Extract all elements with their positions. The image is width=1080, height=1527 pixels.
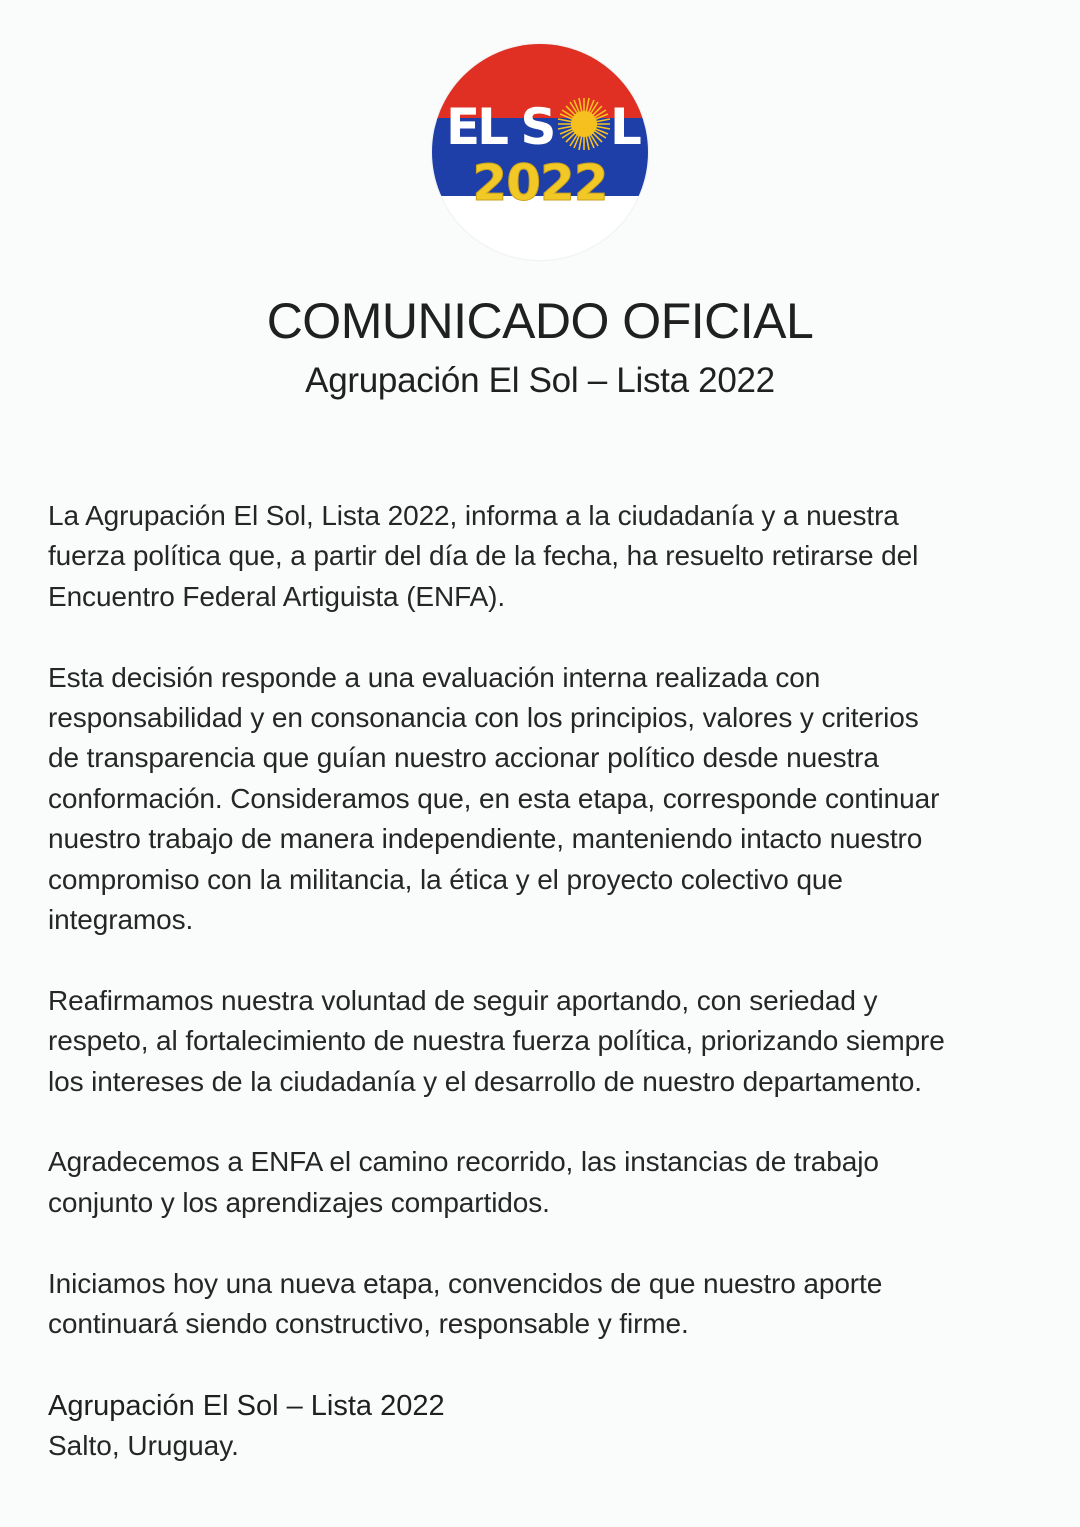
text-line: conjunto y los aprendizajes compartidos.: [48, 1186, 550, 1218]
paragraph-withdrawal: [48, 496, 1038, 617]
text-line: Reafirmamos nuestra voluntad de seguir aportando, con seriedad y: [48, 984, 878, 1016]
page-title: COMUNICADO OFICIAL: [266, 293, 814, 349]
text-line: conformación. Consideramos que, en esta etapa, corresponde continuar: [48, 782, 940, 814]
text-line: Esta decisión responde a una evaluación interna realizada con: [48, 661, 821, 693]
paragraph-rationale: [48, 658, 1038, 941]
text-line: La Agrupación El Sol, Lista 2022, informa a la ciudadanía y a nuestra: [48, 500, 899, 531]
signature-location: Salto, Uruguay.: [48, 1430, 239, 1461]
paragraph-new-stage: [48, 1264, 1038, 1345]
signature-block: [48, 1386, 445, 1466]
el-sol-2022-logo: [432, 44, 648, 260]
text-line: continuará siendo constructivo, responsable y firme.: [48, 1308, 689, 1340]
text-line: nuestro trabajo de manera independiente, manteniendo intacto nuestro: [48, 823, 923, 855]
text-line: de transparencia que guían nuestro accionar político desde nuestra: [48, 742, 879, 774]
text-line: Iniciamos hoy una nueva etapa, convencidos de que nuestro aporte: [48, 1267, 883, 1299]
page-subtitle: Agrupación El Sol – Lista 2022: [305, 361, 775, 400]
paragraph-gratitude: [48, 1142, 1038, 1223]
text-line: fuerza política que, a partir del día de la fecha, ha resuelto retirarse del: [48, 540, 919, 572]
text-line: responsabilidad y en consonancia con los principios, valores y criterios: [48, 702, 919, 734]
text-line: respeto, al fortalecimiento de nuestra fuerza política, priorizando siempre: [48, 1025, 945, 1057]
text-line: Encuentro Federal Artiguista (ENFA).: [48, 580, 506, 612]
statement-body: [48, 496, 1038, 1385]
text-line: integramos.: [48, 904, 194, 936]
svg-text:L: L: [610, 98, 642, 156]
text-line: los intereses de la ciudadanía y el desarrollo de nuestro departamento.: [48, 1065, 922, 1097]
paragraph-reaffirmation: [48, 981, 1038, 1102]
svg-text:EL S: EL S: [446, 98, 554, 156]
svg-text:2022: 2022: [472, 154, 608, 212]
logo-graphic: [432, 44, 648, 260]
signature-organization: Agrupación El Sol – Lista 2022: [48, 1390, 445, 1422]
text-line: compromiso con la militancia, la ética y el proyecto colectivo que: [48, 863, 843, 895]
text-line: Agradecemos a ENFA el camino recorrido, las instancias de trabajo: [48, 1146, 879, 1178]
